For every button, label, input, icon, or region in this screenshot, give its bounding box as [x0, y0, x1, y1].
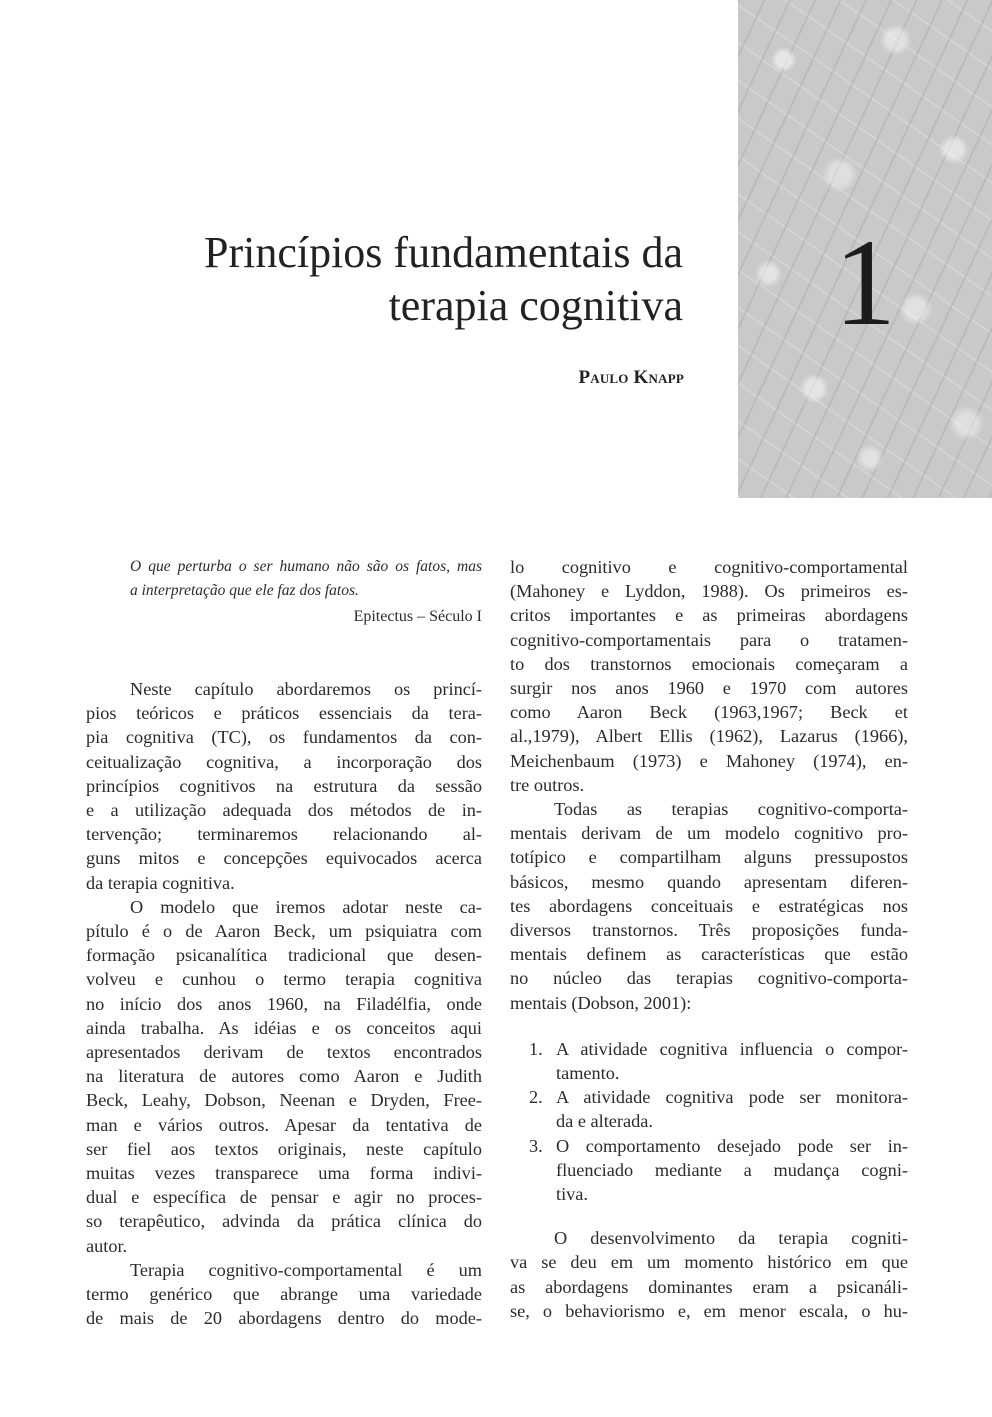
numbered-list — [510, 1037, 908, 1206]
epigraph-line: a interpretação que ele faz dos fatos. — [130, 582, 359, 599]
chapter-number: 1 — [834, 214, 896, 351]
text-line: guns mitos e concepções equivocados acerca — [86, 848, 482, 869]
paragraph — [86, 1258, 482, 1331]
text-line: dual e específica de pensar e agir no proces- — [86, 1187, 482, 1208]
paragraph — [510, 1226, 908, 1323]
text-line: Todas as terapias cognitivo-comporta- — [554, 799, 908, 820]
paragraph — [86, 677, 482, 895]
list-item-number: 2. — [529, 1087, 543, 1108]
text-line: na literatura de autores como Aaron e Judith — [86, 1066, 482, 1087]
text-line: se, o behaviorismo e, em menor escala, o hu- — [510, 1300, 908, 1321]
paragraph — [510, 797, 908, 1015]
text-line: da e alterada. — [556, 1111, 653, 1132]
text-line: man e vários outros. Apesar da tentativa de — [86, 1114, 482, 1135]
text-line: lo cognitivo e cognitivo-comportamental — [510, 557, 908, 577]
paragraph — [86, 895, 482, 1258]
text-line: no núcleo das terapias cognitivo-comporta- — [510, 968, 908, 989]
chapter-author: Paulo Knapp — [578, 367, 684, 388]
epigraph — [130, 555, 482, 629]
text-line: surgir nos anos 1960 e 1970 com autores — [510, 678, 908, 699]
text-line: ser fiel aos textos originais, neste capítulo — [86, 1138, 482, 1159]
text-line: va se deu em um momento histórico em que — [510, 1252, 908, 1273]
text-line: ceitualização cognitiva, a incorporação dos — [86, 751, 482, 772]
text-line: mentais (Dobson, 2001): — [510, 992, 692, 1013]
text-line: formação psicanalítica tradicional que desen- — [86, 945, 482, 966]
text-line: cognitivo-comportamentais para o tratamen- — [510, 629, 908, 650]
text-line: (Mahoney e Lyddon, 1988). Os primeiros es- — [510, 581, 908, 602]
text-line: Terapia cognitivo-comportamental é um — [130, 1259, 482, 1280]
text-line: muitas vezes transparece uma forma indivi- — [86, 1163, 482, 1184]
text-line: e a utilização adequada dos métodos de in- — [86, 800, 482, 821]
text-line: A atividade cognitiva influencia o compor- — [556, 1038, 908, 1059]
text-line: autor. — [86, 1235, 128, 1256]
text-line: no início dos anos 1960, na Filadélfia, onde — [86, 993, 482, 1014]
text-line: ainda trabalha. As idéias e os conceitos aqui — [86, 1017, 482, 1038]
text-line: O desenvolvimento da terapia cogniti- — [554, 1228, 908, 1249]
text-line: so terapêutico, advinda da prática clínica do — [86, 1211, 482, 1232]
text-line: tiva. — [556, 1184, 588, 1205]
paragraph — [510, 555, 908, 797]
chapter-title — [120, 226, 683, 332]
right-column — [510, 555, 908, 1323]
list-item — [510, 1085, 908, 1133]
text-line: to dos transtornos emocionais começaram a — [510, 653, 908, 674]
text-line: volveu e cunhou o termo terapia cognitiva — [86, 969, 482, 990]
text-line: como Aaron Beck (1963,1967; Beck et — [510, 702, 908, 723]
text-line: O modelo que iremos adotar neste ca- — [130, 896, 482, 917]
epigraph-line: O que perturba o ser humano não são os fatos, mas — [130, 558, 482, 575]
left-column — [86, 555, 482, 1330]
text-line: tamento. — [556, 1063, 620, 1084]
text-line: O comportamento desejado pode ser in- — [556, 1135, 908, 1156]
text-line: da terapia cognitiva. — [86, 872, 235, 893]
text-line: diversos transtornos. Três proposições funda- — [510, 920, 908, 941]
list-item-number: 3. — [529, 1135, 543, 1156]
text-line: fluenciado mediante a mudança cogni- — [556, 1159, 908, 1180]
text-line: tervenção; terminaremos relacionando al- — [86, 824, 482, 845]
text-line: Beck, Leahy, Dobson, Neenan e Dryden, Free- — [86, 1090, 482, 1111]
text-line: tre outros. — [510, 774, 585, 795]
text-line: al.,1979), Albert Ellis (1962), Lazarus (1966), — [510, 726, 908, 747]
list-item-number: 1. — [529, 1038, 543, 1059]
text-line: mentais derivam de um modelo cognitivo pro- — [510, 823, 908, 844]
list-item — [510, 1134, 908, 1207]
chapter-title-line: terapia cognitiva — [388, 281, 683, 330]
text-line: critos importantes e as primeiras abordagens — [510, 605, 908, 626]
epigraph-source: Epitectus – Século I — [353, 608, 482, 625]
text-line: princípios cognitivos na estrutura da sessão — [86, 775, 482, 796]
text-line: pios teóricos e práticos essenciais da tera- — [86, 703, 482, 724]
text-line: pítulo é o de Aaron Beck, um psiquiatra com — [86, 921, 482, 942]
text-line: A atividade cognitiva pode ser monitora- — [556, 1087, 908, 1108]
text-line: Meichenbaum (1973) e Mahoney (1974), en- — [510, 750, 908, 771]
text-line: básicos, mesmo quando apresentam diferen- — [510, 871, 908, 892]
text-line: Neste capítulo abordaremos os princí- — [130, 679, 482, 699]
chapter-title-line: Princípios fundamentais da — [203, 228, 683, 277]
text-line: apresentados derivam de textos encontrados — [86, 1042, 482, 1063]
text-line: totípico e compartilham alguns pressupostos — [510, 847, 908, 868]
text-line: mentais definem as características que estão — [510, 944, 908, 965]
text-line: pia cognitiva (TC), os fundamentos da con- — [86, 727, 482, 748]
text-line: termo genérico que abrange uma variedade — [86, 1284, 482, 1305]
list-item — [510, 1037, 908, 1085]
text-line: as abordagens dominantes eram a psicanáli- — [510, 1276, 908, 1297]
text-line: de mais de 20 abordagens dentro do mode- — [86, 1308, 482, 1329]
text-line: tes abordagens conceituais e estratégicas nos — [510, 895, 908, 916]
